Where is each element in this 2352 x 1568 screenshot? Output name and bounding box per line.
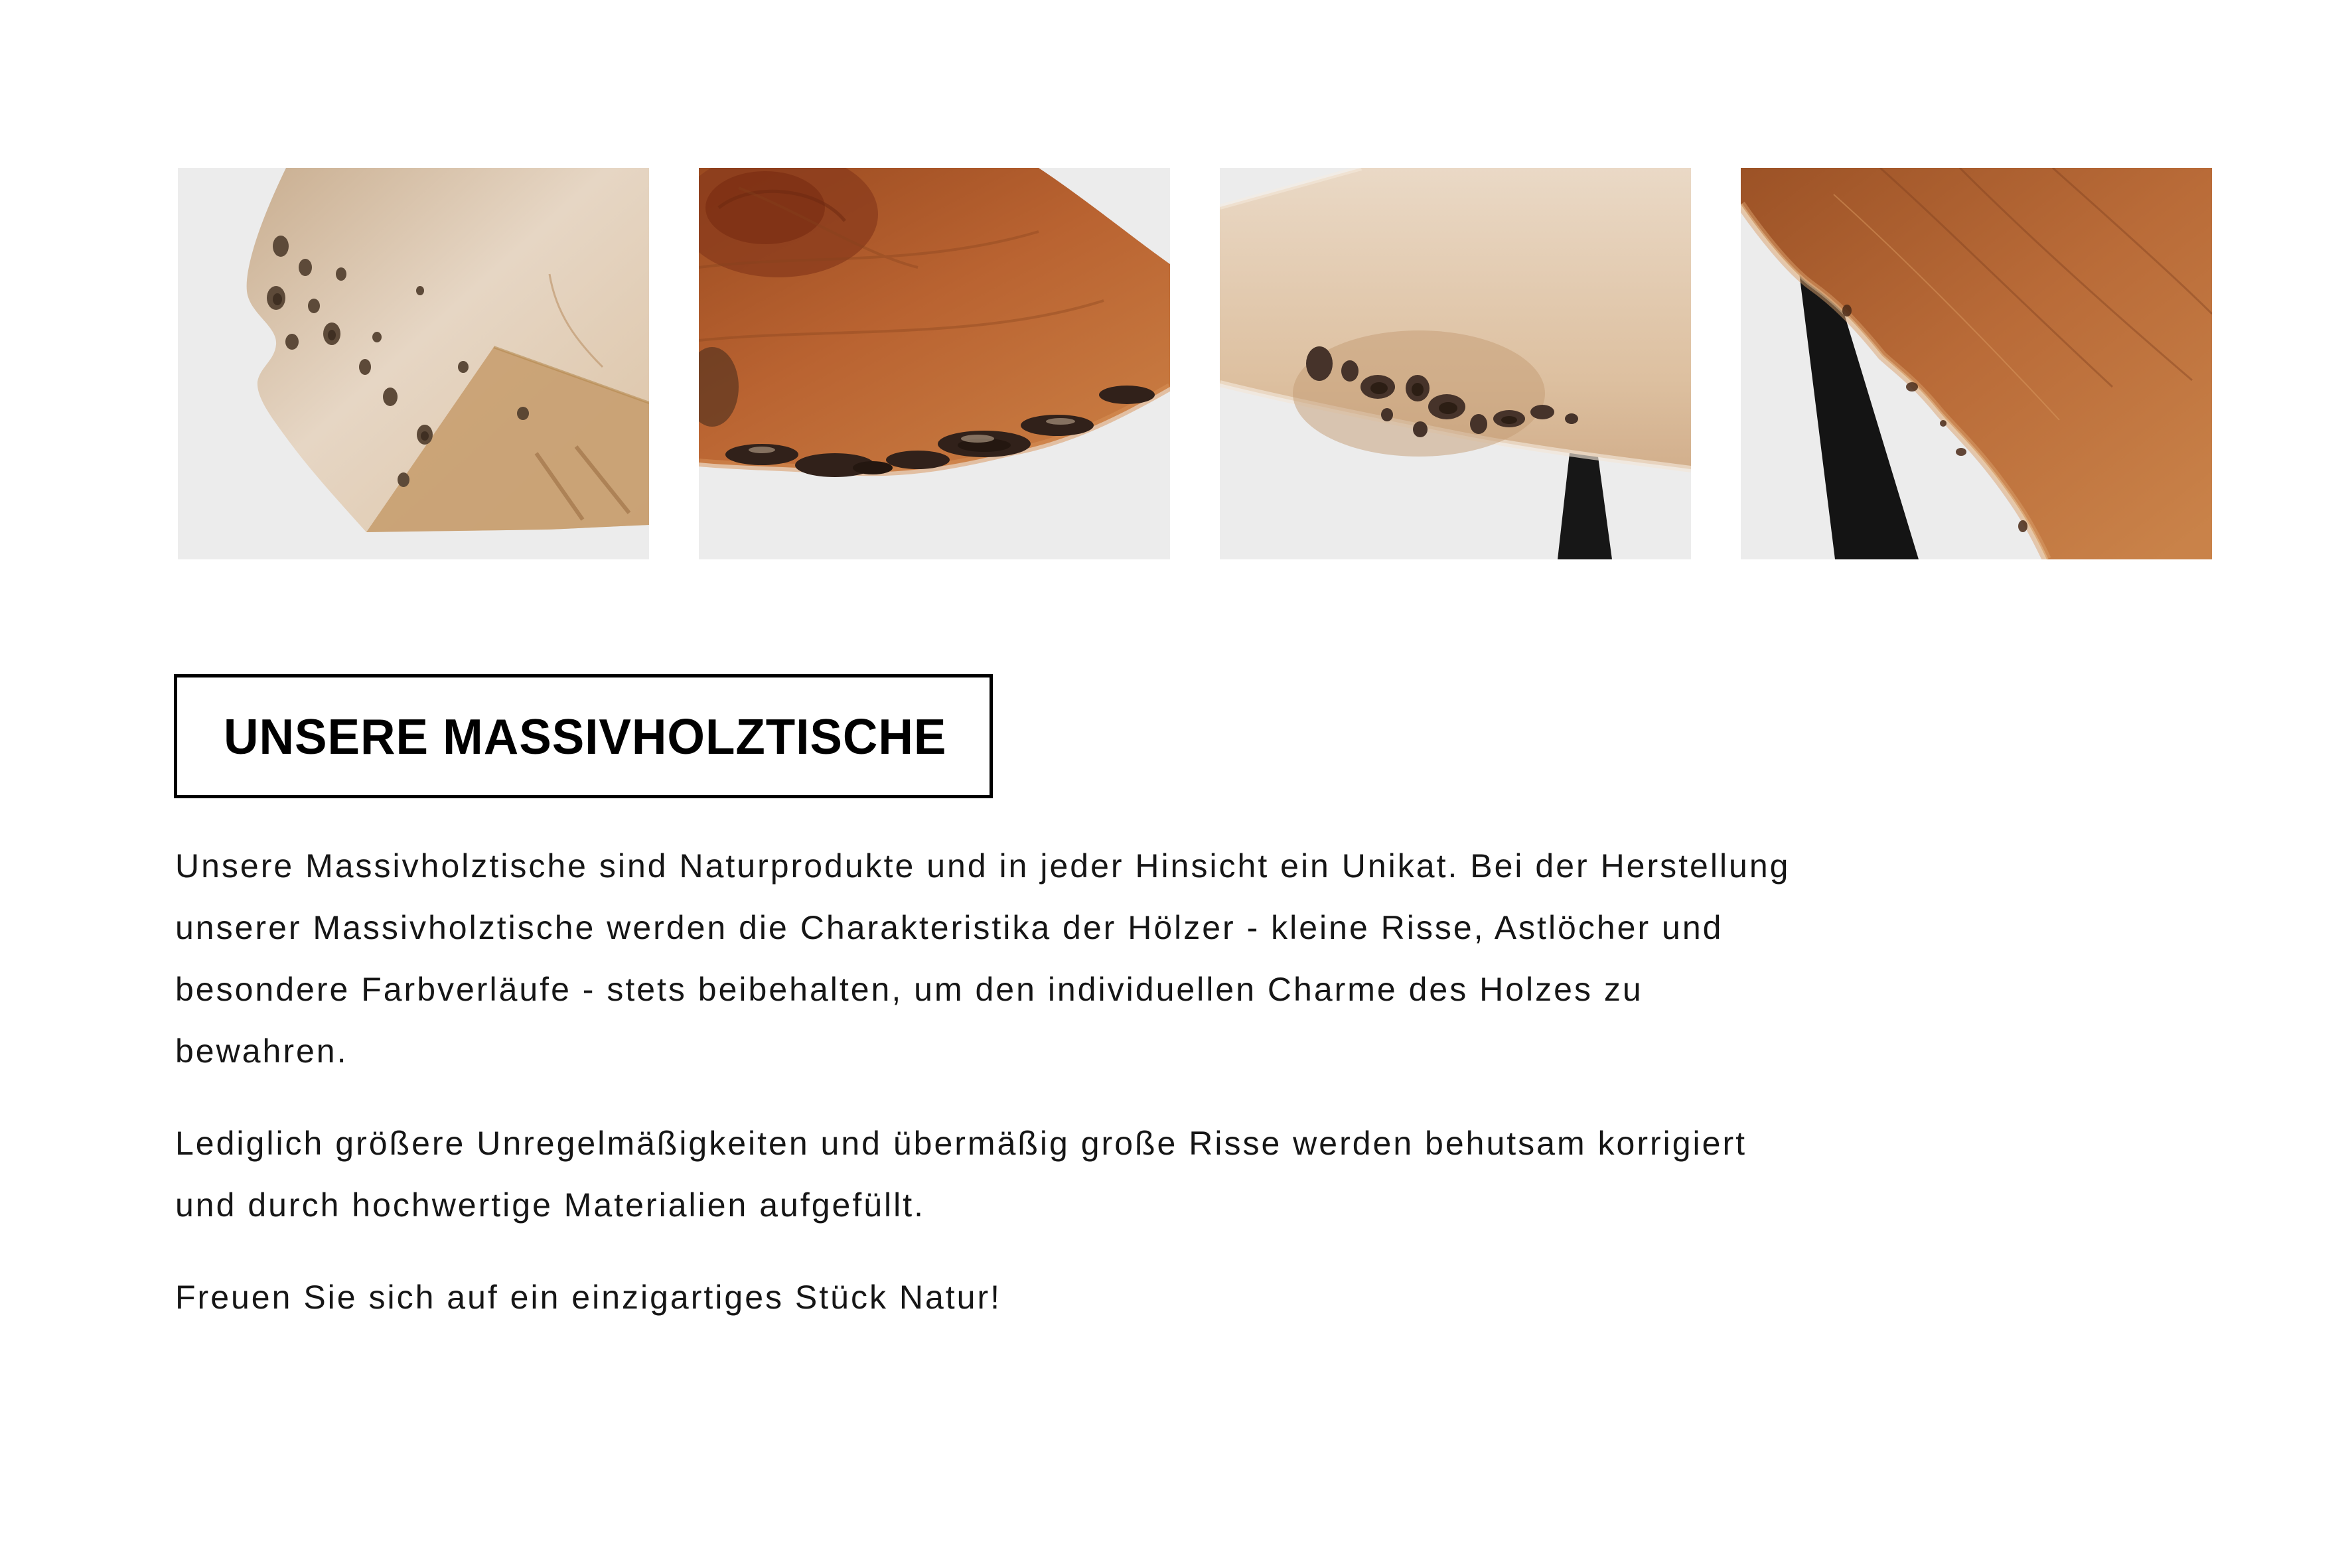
paragraph-line: unserer Massivholztische werden die Charakteristika der Hölzer - kleine Risse, Astlöcher und	[175, 909, 1724, 946]
knotty-top-metal-leg-image	[1220, 168, 1691, 559]
wood-detail-photo-3	[1220, 168, 1691, 559]
wood-detail-photo-4	[1741, 168, 2212, 559]
paragraph-1	[175, 835, 2100, 1082]
description-text	[175, 835, 2100, 1359]
wood-detail-gallery	[0, 0, 2352, 597]
section-heading-box	[174, 674, 993, 798]
wood-detail-photo-2	[699, 168, 1170, 559]
wood-detail-photo-1	[178, 168, 649, 559]
paragraph-2	[175, 1113, 2100, 1236]
paragraph-line: Lediglich größere Unregelmäßigkeiten und übermäßig große Risse werden behutsam korrigiert	[175, 1125, 1747, 1162]
paragraph-line: und durch hochwertige Materialien aufgefüllt.	[175, 1186, 926, 1224]
paragraph-line: besondere Farbverläufe - stets beibehalten, um den individuellen Charme des Holzes zu	[175, 971, 1643, 1008]
brown-top-metal-leg-image	[1741, 168, 2212, 559]
orange-live-edge-image	[699, 168, 1170, 559]
paragraph-line: Freuen Sie sich auf ein einzigartiges Stück Natur!	[175, 1279, 1001, 1316]
pale-slab-corner-image	[178, 168, 649, 559]
paragraph-line: Unsere Massivholztische sind Naturprodukte und in jeder Hinsicht ein Unikat. Bei der Herstellung	[175, 847, 1791, 885]
section-heading: UNSERE MASSIVHOLZTISCHE	[224, 708, 947, 764]
paragraph-3	[175, 1267, 2100, 1328]
paragraph-line: bewahren.	[175, 1033, 348, 1070]
